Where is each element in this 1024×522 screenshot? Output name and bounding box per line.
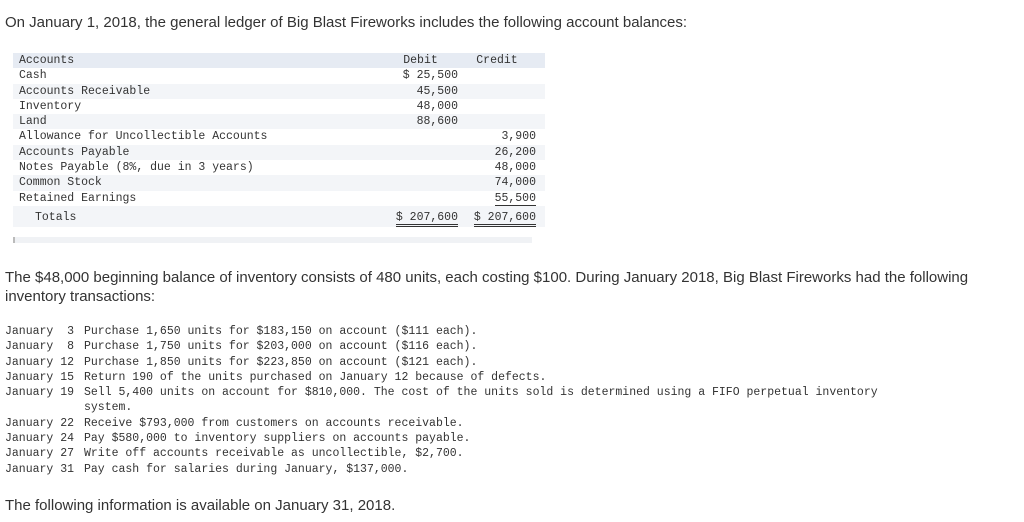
transaction-date: January 22 [5, 416, 75, 430]
ledger-row [13, 145, 545, 160]
ledger-row [13, 191, 545, 206]
account-name: Accounts Receivable [13, 84, 383, 99]
transaction-date: January 3 [5, 325, 75, 338]
debit-value: 45,500 [383, 84, 458, 99]
ledger-row [13, 114, 545, 129]
account-name: Allowance for Uncollectible Accounts [19, 130, 268, 144]
transaction-item [5, 385, 924, 416]
transaction-item [5, 446, 924, 461]
account-name: Notes Payable (8%, due in 3 years) [19, 161, 254, 175]
header-accounts: Accounts [13, 53, 383, 68]
transaction-text: Pay $580,000 to inventory suppliers on accounts payable. [84, 432, 471, 446]
account-name: Cash [19, 69, 47, 83]
credit-value [458, 191, 545, 206]
ledger-row [13, 175, 545, 190]
transaction-item [5, 431, 924, 446]
debit-value: 48,000 [416, 99, 458, 113]
transaction-date: January 12 [5, 355, 75, 369]
debit-value [383, 129, 458, 144]
transactions-list [5, 324, 924, 477]
table-scrollbar-track [13, 237, 532, 243]
credit-value-underlined: 55,500 [494, 191, 536, 205]
totals-credit [458, 206, 545, 227]
intro-text: On January 1, 2018, the general ledger of Big Blast Fireworks includes the following account balances: [5, 14, 688, 31]
transaction-text: Purchase 1,850 units for $223,850 on account ($121 each). [84, 355, 478, 369]
transaction-item [5, 355, 924, 370]
ledger-row [13, 129, 545, 144]
transaction-date: January 27 [5, 447, 75, 461]
transaction-date: January 8 [5, 340, 75, 354]
ledger-row [13, 160, 545, 175]
transaction-item [5, 416, 924, 431]
transaction-item [5, 462, 924, 477]
credit-value [458, 99, 545, 114]
transaction-item [5, 339, 924, 354]
header-debit: Debit [383, 53, 458, 68]
header-credit: Credit [458, 53, 545, 68]
transaction-text: Pay cash for salaries during January, $137,000. [84, 462, 409, 476]
ledger-row [13, 68, 545, 83]
credit-value: 26,200 [458, 145, 545, 160]
debit-value [383, 191, 458, 206]
transaction-text: Return 190 of the units purchased on January 12 because of defects. [84, 370, 547, 384]
ledger-header-row [13, 53, 545, 68]
account-name: Accounts Payable [13, 145, 383, 160]
account-name: Inventory [19, 99, 82, 113]
ledger-table [13, 53, 536, 227]
debit-value [383, 145, 458, 160]
debit-value [383, 160, 458, 175]
credit-value [458, 68, 545, 83]
transaction-date: January 24 [5, 432, 75, 446]
totals-debit-value: $ 207,600 [396, 211, 458, 227]
transaction-date: January 15 [5, 370, 75, 384]
credit-value: 3,900 [501, 130, 536, 144]
inventory-paragraph: The $48,000 beginning balance of inventory consists of 480 units, each costing $100. During January 2018, Big Blast Fireworks had the following inventory transactions: [5, 269, 969, 305]
transaction-date: January 31 [5, 462, 75, 476]
account-name: Retained Earnings [19, 191, 137, 205]
transaction-text: Purchase 1,650 units for $183,150 on account ($111 each). [84, 325, 478, 338]
ledger-row [13, 84, 545, 99]
transaction-date: January 19 [5, 386, 75, 400]
debit-value: 88,600 [383, 114, 458, 129]
totals-credit-value: $ 207,600 [474, 211, 536, 227]
transaction-text: Write off accounts receivable as uncollectible, $2,700. [84, 447, 464, 461]
credit-value [458, 84, 545, 99]
footer-text: The following information is available on January 31, 2018. [5, 497, 396, 514]
credit-value: 74,000 [458, 175, 545, 190]
debit-value [383, 175, 458, 190]
credit-value: 48,000 [494, 161, 536, 175]
transaction-text: Receive $793,000 from customers on accounts receivable. [84, 416, 464, 430]
account-name: Common Stock [13, 175, 383, 190]
transaction-text: Sell 5,400 units on account for $810,000. The cost of the units sold is determined using a FIFO perpetual inventory system. [84, 386, 878, 415]
totals-label: Totals [13, 206, 383, 227]
ledger-row [13, 99, 545, 114]
account-name: Land [13, 114, 383, 129]
totals-row [13, 206, 545, 227]
transaction-item [5, 370, 924, 385]
debit-value: $ 25,500 [402, 69, 458, 83]
transaction-text: Purchase 1,750 units for $203,000 on account ($116 each). [84, 340, 478, 354]
totals-debit [383, 206, 458, 227]
transaction-item [5, 324, 924, 339]
credit-value [458, 114, 545, 129]
